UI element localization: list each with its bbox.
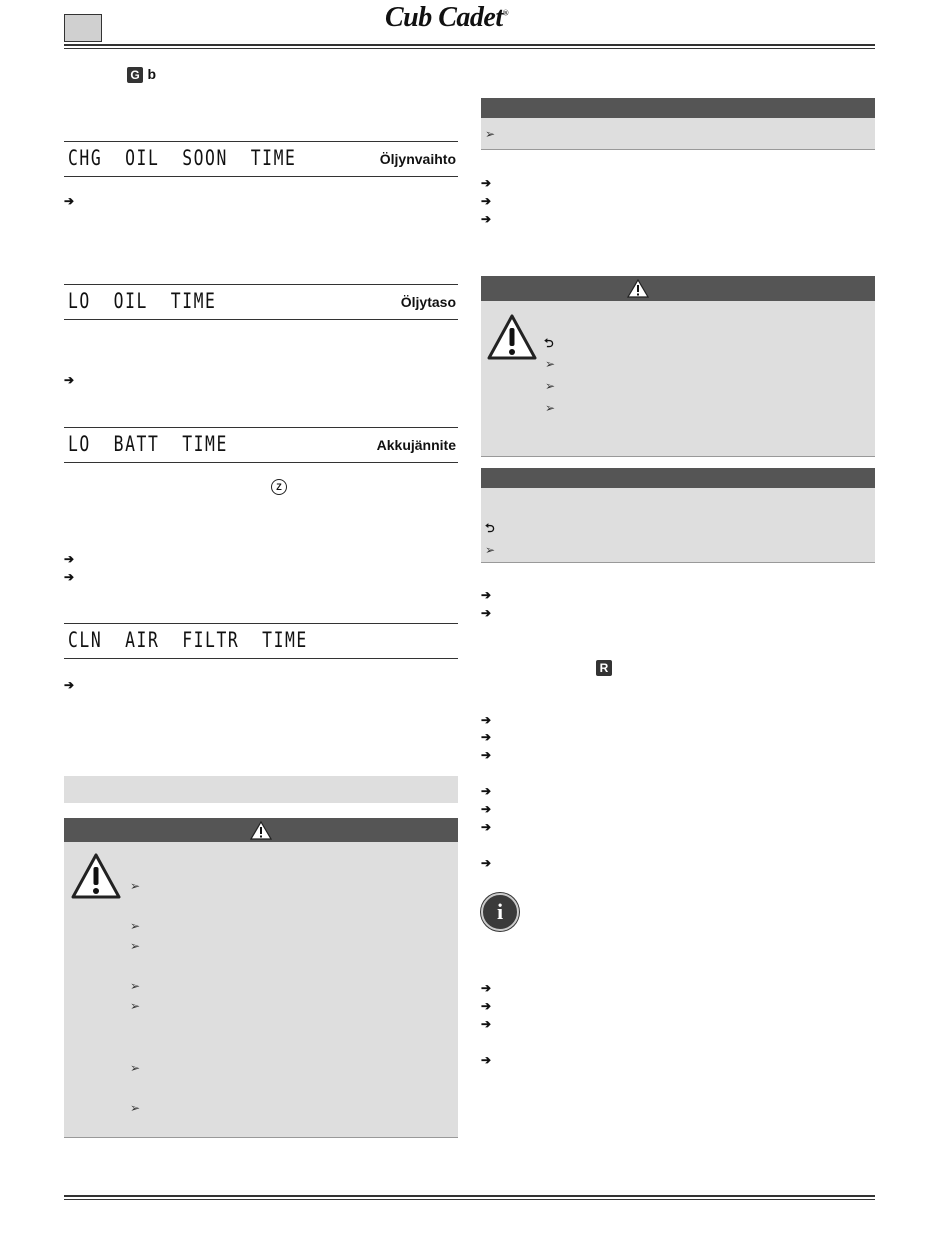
warning-header-bar	[481, 276, 875, 301]
lcd-label: Öljytaso	[400, 294, 456, 310]
arrow-icon: ➔	[481, 730, 492, 744]
chevron-icon: ➢	[130, 879, 141, 893]
brand-logo	[385, 2, 508, 34]
chevron-icon: ➢	[485, 543, 496, 557]
arrow-icon: ➔	[481, 713, 492, 727]
chevron-icon: ➢	[130, 1061, 141, 1075]
return-icon: ⮌	[544, 336, 554, 350]
chevron-icon: ➢	[130, 919, 141, 933]
lcd-code: CHG OIL SOON TIME	[68, 146, 297, 170]
lcd-label: Akkujännite	[376, 437, 456, 453]
arrow-icon: ➔	[481, 820, 492, 834]
arrow-icon: ➔	[481, 748, 492, 762]
chevron-icon: ➢	[130, 979, 141, 993]
arrow-icon: ➔	[64, 552, 75, 566]
section-heading-band	[64, 776, 458, 803]
lcd-label: Öljynvaihto	[379, 151, 456, 167]
warning-body	[481, 301, 875, 457]
intro-marker	[127, 66, 156, 84]
chevron-icon: ➢	[130, 1101, 141, 1115]
language-box	[64, 14, 102, 42]
chevron-icon: ➢	[485, 127, 496, 141]
arrow-icon: ➔	[481, 606, 492, 620]
footer-rule	[64, 1195, 875, 1197]
arrow-icon: ➔	[481, 1017, 492, 1031]
arrow-icon: ➔	[481, 1053, 492, 1067]
lcd-code: CLN AIR FILTR TIME	[68, 628, 308, 652]
header-rule-thin	[64, 48, 875, 49]
arrow-icon: ➔	[64, 570, 75, 584]
r-badge-icon: R	[596, 660, 612, 676]
warning-large-icon	[486, 313, 538, 361]
note-header-bar	[481, 468, 875, 488]
warning-header-bar	[64, 818, 458, 842]
arrow-icon: ➔	[481, 802, 492, 816]
warning-large-icon	[70, 852, 122, 900]
arrow-icon: ➔	[64, 194, 75, 208]
arrow-icon: ➔	[481, 194, 492, 208]
warning-body	[64, 842, 458, 1138]
note-body	[481, 488, 875, 563]
warning-triangle-icon	[627, 279, 649, 298]
arrow-icon: ➔	[64, 678, 75, 692]
note-header-bar	[481, 98, 875, 118]
chevron-icon: ➢	[130, 999, 141, 1013]
warning-triangle-icon	[250, 821, 272, 840]
intro-letter: b	[147, 66, 157, 82]
return-icon: ⮌	[485, 521, 495, 535]
arrow-icon: ➔	[481, 212, 492, 226]
lcd-row-air-filter	[64, 623, 458, 659]
arrow-icon: ➔	[481, 999, 492, 1013]
trademark-sign: ®	[502, 8, 509, 18]
g-badge-icon: G	[127, 67, 143, 83]
brand-name: Cub Cadet	[385, 2, 503, 33]
chevron-icon: ➢	[545, 357, 556, 371]
arrow-icon: ➔	[481, 176, 492, 190]
header-rule	[64, 44, 875, 46]
arrow-icon: ➔	[481, 856, 492, 870]
info-icon: i	[481, 893, 519, 931]
lcd-code: LO BATT TIME	[68, 432, 228, 456]
arrow-icon: ➔	[481, 784, 492, 798]
clock-icon: Z	[271, 479, 287, 495]
lcd-row-battery	[64, 427, 458, 463]
chevron-icon: ➢	[545, 379, 556, 393]
lcd-code: LO OIL TIME	[68, 289, 217, 313]
arrow-icon: ➔	[64, 373, 75, 387]
footer-rule-thin	[64, 1199, 875, 1200]
arrow-icon: ➔	[481, 981, 492, 995]
lcd-row-oil-level	[64, 284, 458, 320]
chevron-icon: ➢	[130, 939, 141, 953]
note-body	[481, 118, 875, 150]
chevron-icon: ➢	[545, 401, 556, 415]
lcd-row-oil-change	[64, 141, 458, 177]
arrow-icon: ➔	[481, 588, 492, 602]
